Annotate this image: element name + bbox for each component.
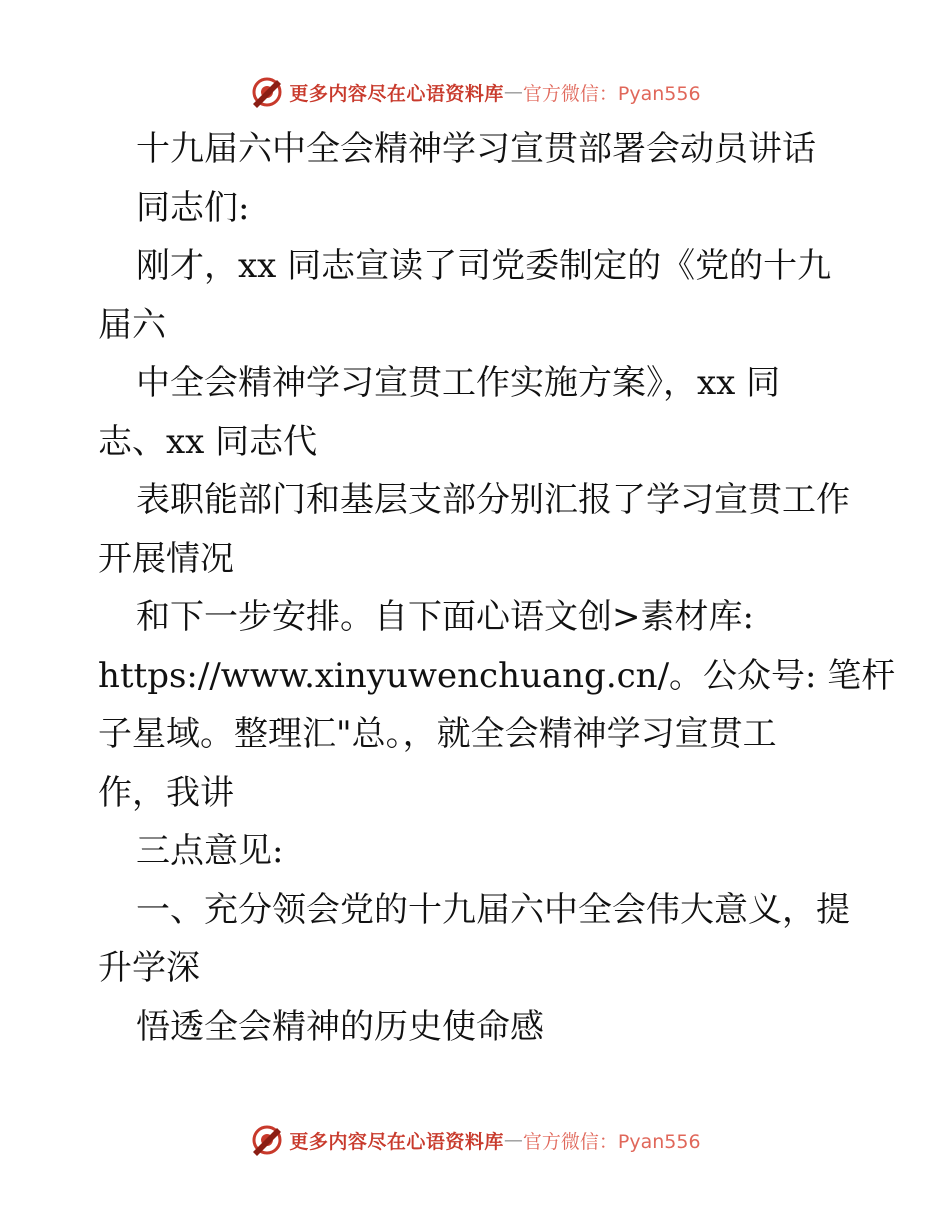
banner-contact: 官方微信：Pyan556 — [522, 1130, 701, 1153]
doc-title: 十九届六中全会精神学习宣贯部署会动员讲话 — [136, 129, 816, 169]
doc-line: 表职能部门和基层支部分别汇报了学习宣贯工作 — [136, 480, 850, 520]
banner-dash: — — [503, 1129, 523, 1151]
doc-line: 升学深 — [98, 948, 200, 988]
banner-brand: 更多内容尽在心语资料库 — [289, 1130, 504, 1153]
banner-brand: 更多内容尽在心语资料库 — [289, 82, 504, 105]
doc-section-heading: 一、充分领会党的十九届六中全会伟大意义，提 — [136, 889, 850, 930]
doc-line: 刚才，xx 同志宣读了司党委制定的《党的十九 — [136, 246, 832, 286]
doc-line: 中全会精神学习宣贯工作实施方案》，xx 同 — [136, 363, 781, 403]
pen-logo-icon — [249, 1122, 285, 1158]
doc-line: 子星域。整理汇"总。，就全会精神学习宣贯工 — [98, 714, 777, 754]
doc-line: 悟透全会精神的历史使命感 — [136, 1006, 544, 1047]
doc-line: 作，我讲 — [98, 772, 234, 813]
doc-line: 志、xx 同志代 — [98, 421, 318, 462]
footer-banner — [0, 1120, 950, 1160]
document-body — [98, 120, 896, 1056]
pen-logo-icon — [249, 74, 285, 110]
doc-line: 届六 — [98, 304, 166, 345]
doc-line: 三点意见: — [136, 831, 284, 871]
banner-contact: 官方微信：Pyan556 — [522, 82, 701, 105]
doc-line-url: https://www.xinyuwenchuang.cn/。公众号: 笔杆 — [98, 655, 896, 696]
header-banner — [0, 72, 950, 112]
doc-line: 开展情况 — [98, 538, 234, 579]
doc-line: 和下一步安排。自下面心语文创>素材库: — [136, 597, 754, 637]
banner-dash: — — [503, 81, 523, 103]
doc-line: 同志们: — [136, 187, 250, 228]
